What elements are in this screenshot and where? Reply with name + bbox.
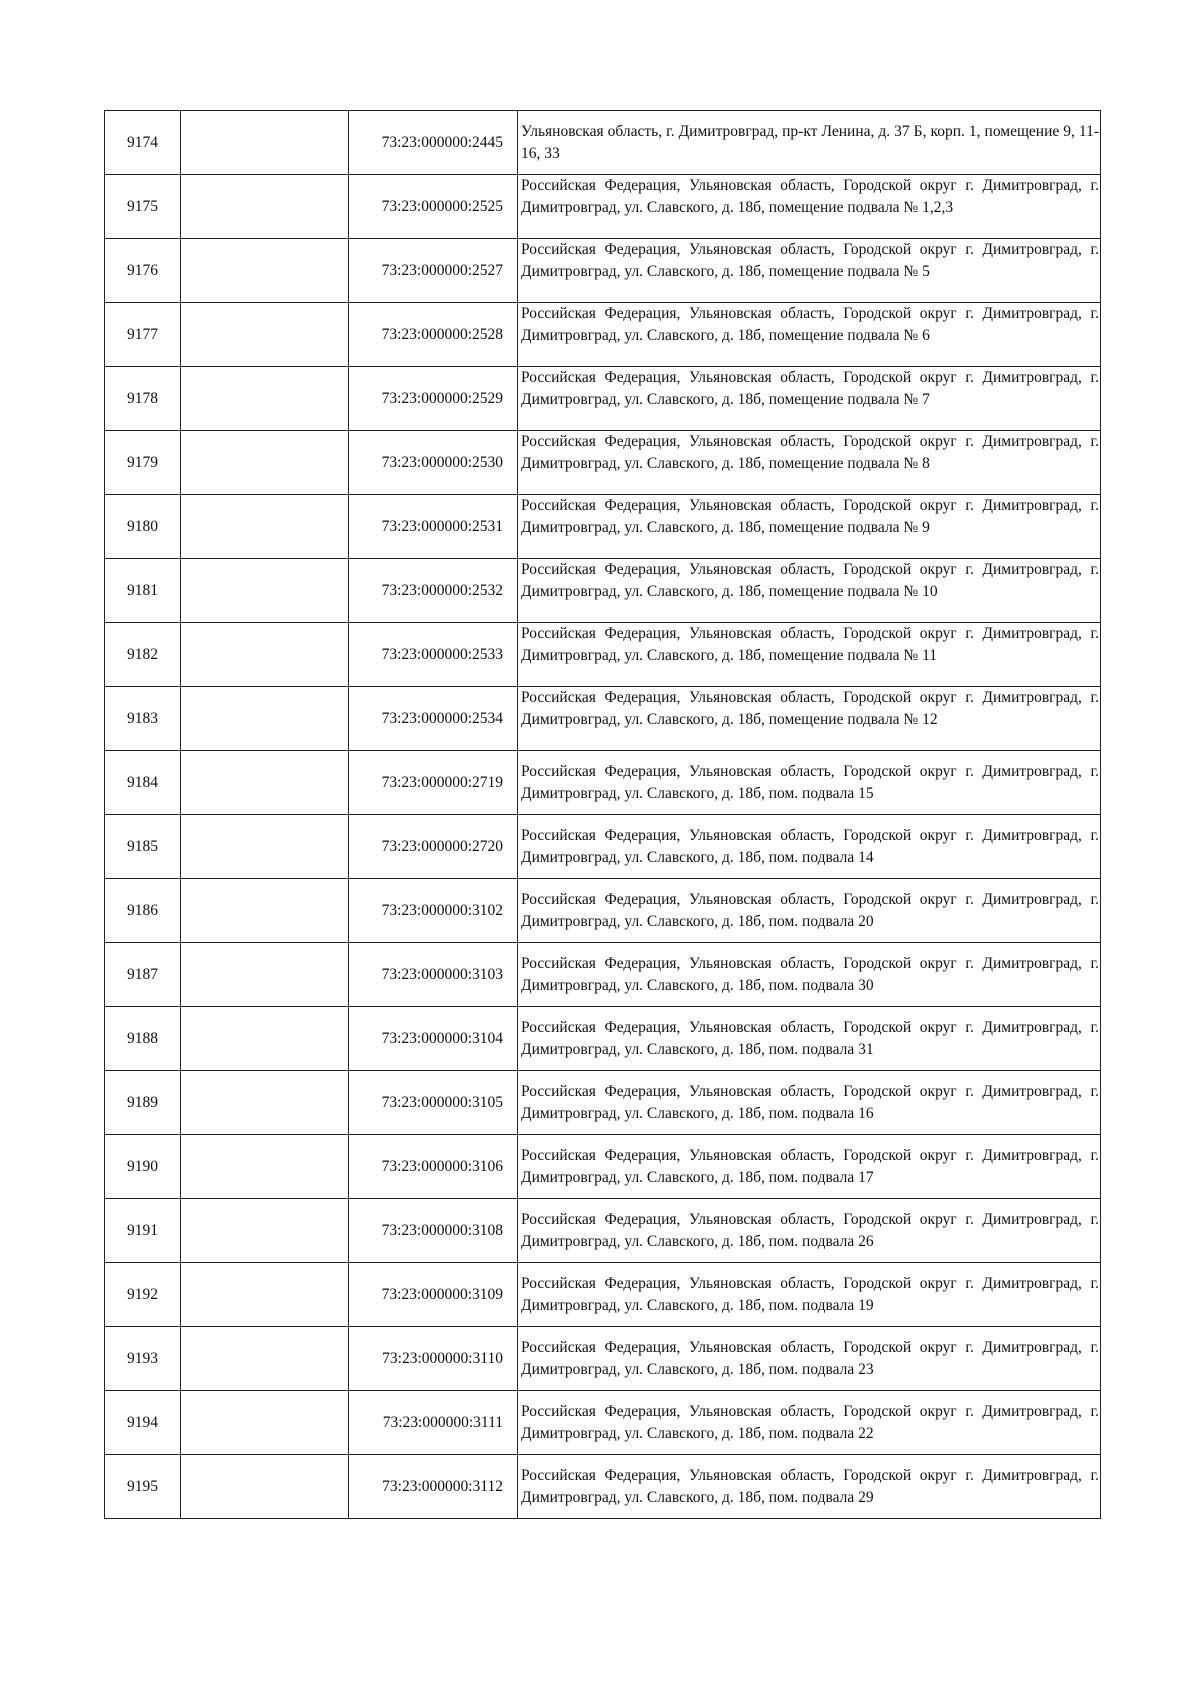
address-cell: Российская Федерация, Ульяновская область, Городской округ г. Димитровград, г. Димитровград, ул. Славского, д. 18б, пом. подвала 23 [518, 1327, 1101, 1391]
row-number: 9179 [105, 431, 181, 495]
table-row [105, 623, 1101, 687]
row-number: 9186 [105, 879, 181, 943]
owner-cell [181, 687, 349, 751]
table-row [105, 559, 1101, 623]
cadastral-number: 73:23:000000:2533 [349, 623, 518, 687]
owner-cell [181, 1071, 349, 1135]
table-row [105, 815, 1101, 879]
owner-cell [181, 431, 349, 495]
row-number: 9185 [105, 815, 181, 879]
table-row [105, 431, 1101, 495]
address-cell: Российская Федерация, Ульяновская область, Городской округ г. Димитровград, г. Димитровград, ул. Славского, д. 18б, пом. подвала 30 [518, 943, 1101, 1007]
address-cell: Российская Федерация, Ульяновская область, Городской округ г. Димитровград, г. Димитровград, ул. Славского, д. 18б, помещение подвала № 12 [518, 687, 1101, 751]
cadastral-number: 73:23:000000:3102 [349, 879, 518, 943]
owner-cell [181, 495, 349, 559]
row-number: 9180 [105, 495, 181, 559]
row-number: 9191 [105, 1199, 181, 1263]
table-row [105, 1199, 1101, 1263]
table-row [105, 1007, 1101, 1071]
table-row [105, 495, 1101, 559]
property-registry-table [104, 110, 1101, 1519]
address-cell: Российская Федерация, Ульяновская область, Городской округ г. Димитровград, г. Димитровград, ул. Славского, д. 18б, помещение подвала № 9 [518, 495, 1101, 559]
address-cell: Российская Федерация, Ульяновская область, Городской округ г. Димитровград, г. Димитровград, ул. Славского, д. 18б, пом. подвала 17 [518, 1135, 1101, 1199]
table-body [105, 111, 1101, 1519]
table-row [105, 1327, 1101, 1391]
owner-cell [181, 751, 349, 815]
address-cell: Российская Федерация, Ульяновская область, Городской округ г. Димитровград, г. Димитровград, ул. Славского, д. 18б, пом. подвала 14 [518, 815, 1101, 879]
table-row [105, 239, 1101, 303]
address-cell: Российская Федерация, Ульяновская область, Городской округ г. Димитровград, г. Димитровград, ул. Славского, д. 18б, пом. подвала 26 [518, 1199, 1101, 1263]
owner-cell [181, 303, 349, 367]
table-row [105, 175, 1101, 239]
row-number: 9194 [105, 1391, 181, 1455]
owner-cell [181, 367, 349, 431]
cadastral-number: 73:23:000000:2719 [349, 751, 518, 815]
cadastral-number: 73:23:000000:2528 [349, 303, 518, 367]
address-cell: Российская Федерация, Ульяновская область, Городской округ г. Димитровград, г. Димитровград, ул. Славского, д. 18б, пом. подвала 19 [518, 1263, 1101, 1327]
cadastral-number: 73:23:000000:3111 [349, 1391, 518, 1455]
cadastral-number: 73:23:000000:2534 [349, 687, 518, 751]
cadastral-number: 73:23:000000:2529 [349, 367, 518, 431]
table-row [105, 751, 1101, 815]
row-number: 9175 [105, 175, 181, 239]
table-row [105, 879, 1101, 943]
table-row [105, 943, 1101, 1007]
address-cell: Российская Федерация, Ульяновская область, Городской округ г. Димитровград, г. Димитровград, ул. Славского, д. 18б, помещение подвала № 8 [518, 431, 1101, 495]
table-row [105, 687, 1101, 751]
cadastral-number: 73:23:000000:3105 [349, 1071, 518, 1135]
owner-cell [181, 1455, 349, 1519]
row-number: 9178 [105, 367, 181, 431]
cadastral-number: 73:23:000000:3104 [349, 1007, 518, 1071]
owner-cell [181, 175, 349, 239]
address-cell: Российская Федерация, Ульяновская область, Городской округ г. Димитровград, г. Димитровград, ул. Славского, д. 18б, пом. подвала 29 [518, 1455, 1101, 1519]
address-cell: Российская Федерация, Ульяновская область, Городской округ г. Димитровград, г. Димитровград, ул. Славского, д. 18б, помещение подвала № 11 [518, 623, 1101, 687]
row-number: 9177 [105, 303, 181, 367]
address-cell: Ульяновская область, г. Димитровград, пр-кт Ленина, д. 37 Б, корп. 1, помещение 9, 11-16, 33 [518, 111, 1101, 175]
row-number: 9183 [105, 687, 181, 751]
cadastral-number: 73:23:000000:3103 [349, 943, 518, 1007]
cadastral-number: 73:23:000000:2530 [349, 431, 518, 495]
cadastral-number: 73:23:000000:3109 [349, 1263, 518, 1327]
row-number: 9192 [105, 1263, 181, 1327]
owner-cell [181, 111, 349, 175]
row-number: 9193 [105, 1327, 181, 1391]
table-row [105, 303, 1101, 367]
owner-cell [181, 1263, 349, 1327]
address-cell: Российская Федерация, Ульяновская область, Городской округ г. Димитровград, г. Димитровград, ул. Славского, д. 18б, пом. подвала 20 [518, 879, 1101, 943]
owner-cell [181, 1007, 349, 1071]
table-row [105, 1135, 1101, 1199]
owner-cell [181, 239, 349, 303]
cadastral-number: 73:23:000000:2531 [349, 495, 518, 559]
address-cell: Российская Федерация, Ульяновская область, Городской округ г. Димитровград, г. Димитровград, ул. Славского, д. 18б, помещение подвала № 1,2,3 [518, 175, 1101, 239]
owner-cell [181, 943, 349, 1007]
row-number: 9189 [105, 1071, 181, 1135]
cadastral-number: 73:23:000000:2445 [349, 111, 518, 175]
owner-cell [181, 1135, 349, 1199]
row-number: 9195 [105, 1455, 181, 1519]
owner-cell [181, 815, 349, 879]
cadastral-number: 73:23:000000:3106 [349, 1135, 518, 1199]
cadastral-number: 73:23:000000:2532 [349, 559, 518, 623]
row-number: 9187 [105, 943, 181, 1007]
cadastral-number: 73:23:000000:3110 [349, 1327, 518, 1391]
cadastral-number: 73:23:000000:2525 [349, 175, 518, 239]
address-cell: Российская Федерация, Ульяновская область, Городской округ г. Димитровград, г. Димитровград, ул. Славского, д. 18б, пом. подвала 22 [518, 1391, 1101, 1455]
owner-cell [181, 879, 349, 943]
address-cell: Российская Федерация, Ульяновская область, Городской округ г. Димитровград, г. Димитровград, ул. Славского, д. 18б, помещение подвала № 5 [518, 239, 1101, 303]
address-cell: Российская Федерация, Ульяновская область, Городской округ г. Димитровград, г. Димитровград, ул. Славского, д. 18б, помещение подвала № 7 [518, 367, 1101, 431]
row-number: 9188 [105, 1007, 181, 1071]
row-number: 9176 [105, 239, 181, 303]
cadastral-number: 73:23:000000:3112 [349, 1455, 518, 1519]
owner-cell [181, 559, 349, 623]
owner-cell [181, 1327, 349, 1391]
cadastral-number: 73:23:000000:2527 [349, 239, 518, 303]
address-cell: Российская Федерация, Ульяновская область, Городской округ г. Димитровград, г. Димитровград, ул. Славского, д. 18б, пом. подвала 16 [518, 1071, 1101, 1135]
owner-cell [181, 1199, 349, 1263]
row-number: 9190 [105, 1135, 181, 1199]
table-row [105, 1071, 1101, 1135]
table-row [105, 1263, 1101, 1327]
owner-cell [181, 1391, 349, 1455]
table-row [105, 367, 1101, 431]
cadastral-number: 73:23:000000:3108 [349, 1199, 518, 1263]
table-row [105, 1455, 1101, 1519]
row-number: 9182 [105, 623, 181, 687]
address-cell: Российская Федерация, Ульяновская область, Городской округ г. Димитровград, г. Димитровград, ул. Славского, д. 18б, пом. подвала 15 [518, 751, 1101, 815]
owner-cell [181, 623, 349, 687]
row-number: 9181 [105, 559, 181, 623]
table-row [105, 111, 1101, 175]
table-row [105, 1391, 1101, 1455]
row-number: 9174 [105, 111, 181, 175]
address-cell: Российская Федерация, Ульяновская область, Городской округ г. Димитровград, г. Димитровград, ул. Славского, д. 18б, пом. подвала 31 [518, 1007, 1101, 1071]
cadastral-number: 73:23:000000:2720 [349, 815, 518, 879]
address-cell: Российская Федерация, Ульяновская область, Городской округ г. Димитровград, г. Димитровград, ул. Славского, д. 18б, помещение подвала № 10 [518, 559, 1101, 623]
address-cell: Российская Федерация, Ульяновская область, Городской округ г. Димитровград, г. Димитровград, ул. Славского, д. 18б, помещение подвала № 6 [518, 303, 1101, 367]
row-number: 9184 [105, 751, 181, 815]
